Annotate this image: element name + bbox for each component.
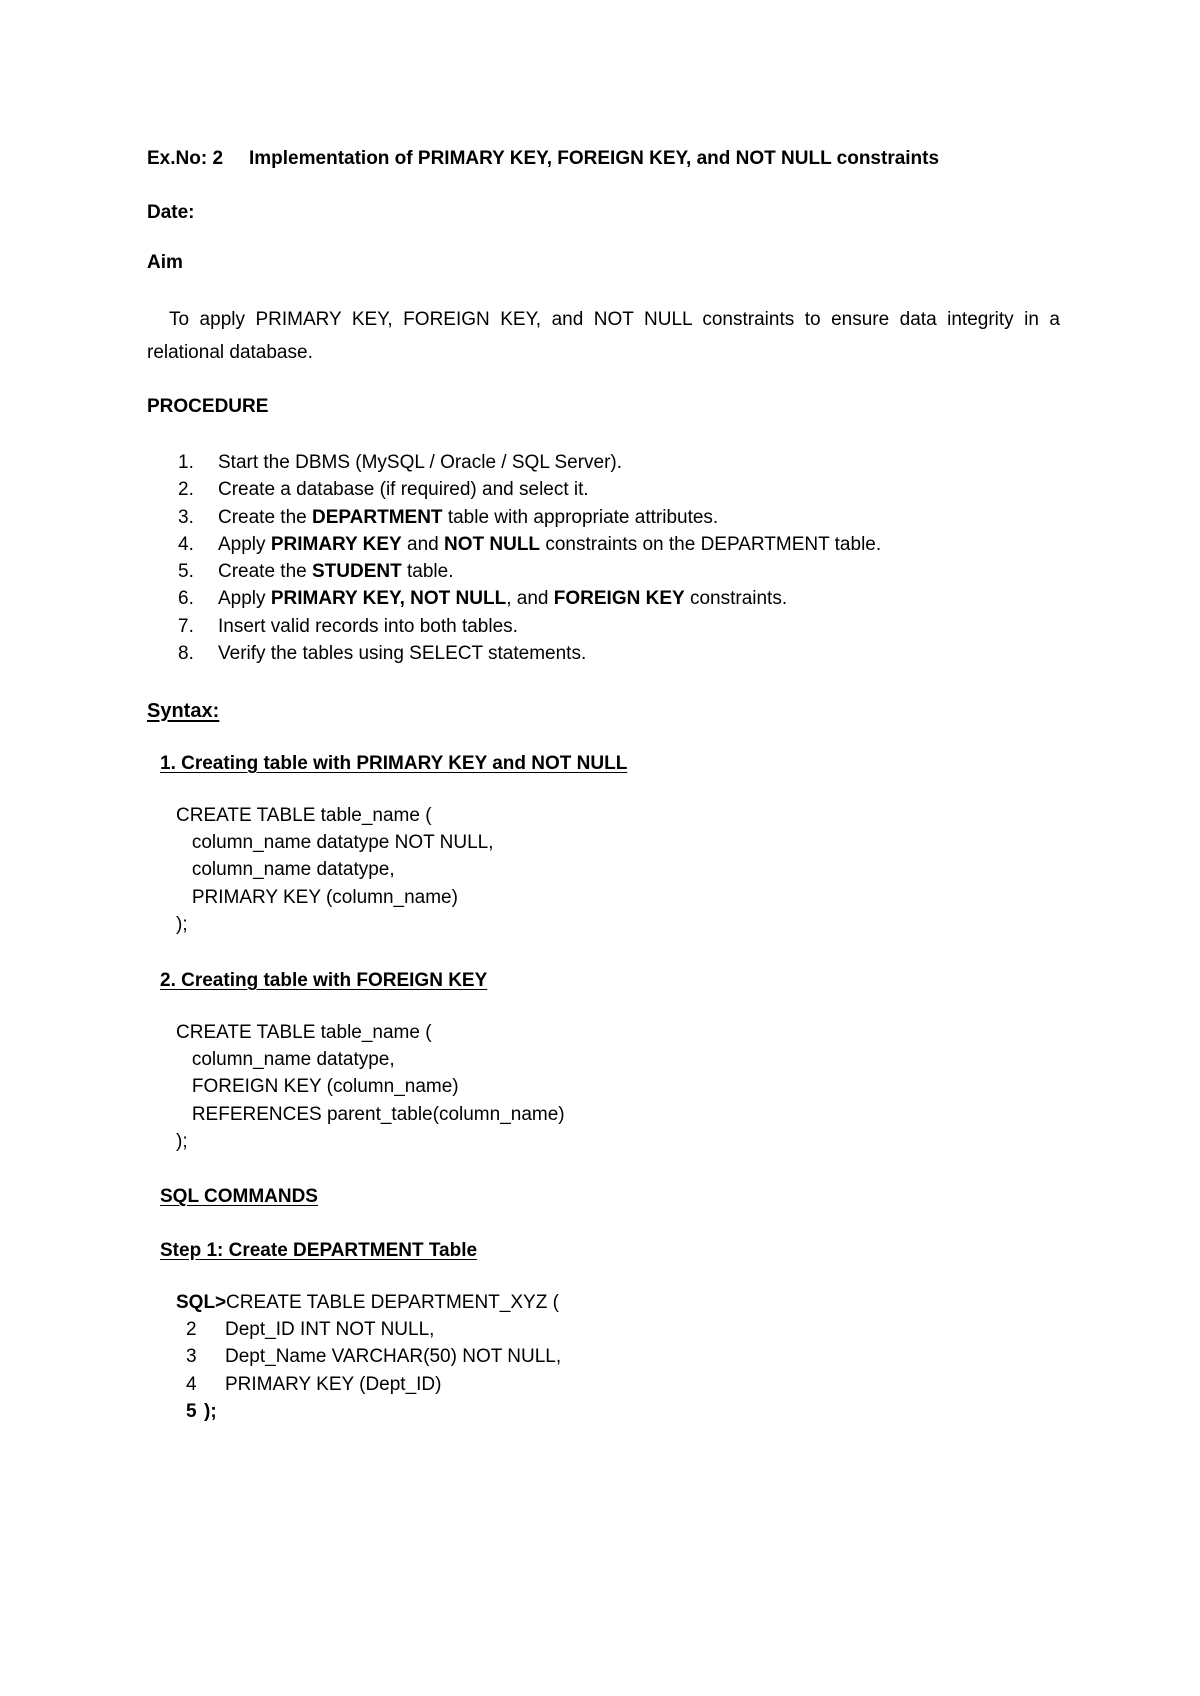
procedure-step [178, 585, 881, 612]
procedure-step-text: Start the DBMS (MySQL / Oracle / SQL Server). [218, 452, 623, 473]
aim-heading: Aim [147, 252, 183, 273]
code-line: column_name datatype NOT NULL, [176, 832, 494, 854]
procedure-step-text: constraints on the DEPARTMENT table. [540, 533, 882, 555]
code-line: column_name datatype, [176, 1049, 395, 1071]
sql-line-text: PRIMARY KEY (Dept_ID) [225, 1373, 442, 1395]
procedure-step [178, 531, 881, 558]
code-line: REFERENCES parent_table(column_name) [176, 1103, 565, 1125]
procedure-heading: PROCEDURE [147, 396, 269, 417]
procedure-step-text: Create the [218, 506, 312, 528]
procedure-step-text: Create a database (if required) and select it. [218, 479, 589, 501]
syntax-heading: Syntax: [147, 700, 220, 722]
code-line: FOREIGN KEY (column_name) [176, 1076, 459, 1098]
procedure-step [178, 640, 881, 667]
code-line: ); [176, 1130, 188, 1152]
procedure-step-text: table with appropriate attributes. [442, 506, 719, 528]
syntax-subheading-foreign-key: 2. Creating table with FOREIGN KEY [160, 970, 488, 991]
sql-line-number: 2 [186, 1319, 197, 1341]
syntax-subheading-primary-key: 1. Creating table with PRIMARY KEY and NOT NULL [160, 753, 628, 774]
procedure-step-number: 3. [178, 506, 194, 528]
code-line: CREATE TABLE table_name ( [176, 1022, 432, 1043]
procedure-step [178, 476, 881, 503]
sql-line-text: CREATE TABLE DEPARTMENT_XYZ ( [226, 1292, 559, 1313]
syntax-code-foreign-key [176, 1019, 565, 1155]
procedure-step-text: Insert valid records into both tables. [218, 615, 518, 637]
sql-line-number: 4 [186, 1373, 197, 1395]
sql-line-text: ); [204, 1400, 217, 1422]
step1-heading: Step 1: Create DEPARTMENT Table [160, 1240, 478, 1261]
date-label: Date: [147, 202, 195, 223]
procedure-step-text: FOREIGN KEY [553, 588, 685, 610]
procedure-step-number: 6. [178, 588, 194, 610]
procedure-step-text: Apply [218, 588, 271, 610]
procedure-step [178, 449, 881, 476]
syntax-code-primary-key [176, 802, 494, 938]
procedure-step [178, 613, 881, 640]
procedure-step-number: 7. [178, 615, 194, 637]
procedure-step-text: Verify the tables using SELECT statements. [218, 643, 587, 665]
sql-line-number: 5 [186, 1400, 197, 1422]
procedure-step-text: table. [401, 561, 454, 583]
procedure-list [178, 449, 881, 667]
procedure-step [178, 504, 881, 531]
exercise-number: Ex.No: 2 [147, 148, 224, 169]
page-title: Implementation of PRIMARY KEY, FOREIGN KEY, and NOT NULL constraints [249, 148, 940, 169]
code-line: CREATE TABLE table_name ( [176, 805, 432, 826]
procedure-step-text: Create the [218, 561, 312, 583]
sql-line-text: Dept_Name VARCHAR(50) NOT NULL, [225, 1346, 562, 1368]
procedure-step-text: NOT NULL [444, 533, 541, 555]
procedure-step-text: PRIMARY KEY, NOT NULL [270, 588, 507, 610]
sql-line-text: Dept_ID INT NOT NULL, [225, 1319, 435, 1341]
aim-paragraph: To apply PRIMARY KEY, FOREIGN KEY, and NOT NULL constraints to ensure data integrity in a relational database. [147, 309, 1060, 363]
code-line: ); [176, 913, 188, 935]
procedure-step-text: Apply [218, 533, 271, 555]
sql-line-number: 3 [186, 1346, 197, 1368]
procedure-step-text: STUDENT [312, 561, 402, 583]
procedure-step-number: 5. [178, 561, 194, 583]
procedure-step-text: and [401, 533, 444, 555]
procedure-step-text: DEPARTMENT [312, 506, 443, 528]
procedure-step-text: PRIMARY KEY [270, 533, 402, 555]
code-line: PRIMARY KEY (column_name) [176, 886, 458, 908]
procedure-step-number: 4. [178, 533, 194, 555]
code-line: column_name datatype, [176, 859, 395, 881]
procedure-step-number: 2. [178, 479, 194, 501]
procedure-step-text: , and [506, 588, 554, 610]
procedure-step [178, 558, 881, 585]
procedure-step-number: 8. [178, 643, 194, 665]
sql-commands-heading: SQL COMMANDS [160, 1186, 318, 1207]
procedure-step-number: 1. [178, 452, 194, 473]
sql-prompt: SQL> [176, 1292, 227, 1313]
procedure-step-text: constraints. [684, 588, 788, 610]
